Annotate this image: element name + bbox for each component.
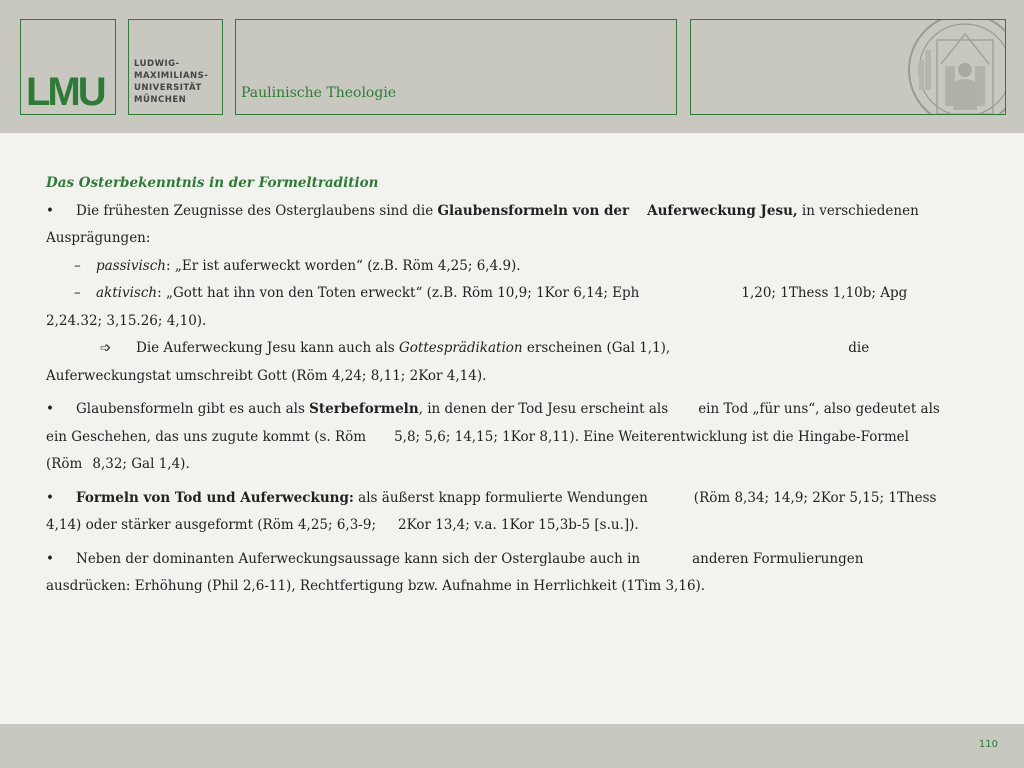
title-box [235, 19, 677, 115]
text: anderen Formulierungen [692, 550, 864, 567]
text: : „Er ist auferweckt worden“ (z.B. Röm 4,25; 6,4.9). [166, 257, 521, 274]
slide-footer [0, 724, 1024, 768]
text: ausdrücken: Erhöhung (Phil 2,6-11), Rechtfertigung bzw. Aufnahme in Herrlichkeit (1Tim 3,16). [46, 578, 706, 594]
arrow-right-icon: ➩ [100, 340, 112, 356]
text: erscheinen (Gal 1,1), [522, 340, 671, 356]
text: 4,14) oder stärker ausgeformt (Röm 4,25; 6,3-9; [46, 517, 377, 533]
text: die [848, 340, 870, 356]
text: Die Auferweckung Jesu kann auch als [136, 340, 400, 356]
slide-title: Paulinische Theologie [241, 85, 397, 101]
text: , in denen der Tod Jesu erscheint als [418, 401, 669, 417]
text: als äußerst knapp formulierte Wendungen [353, 489, 648, 506]
text: 1,20; 1Thess 1,10b; Apg [741, 285, 908, 301]
university-name [134, 58, 208, 106]
lmu-logo: LMU [26, 70, 104, 114]
text: 2Kor 13,4; v.a. 1Kor 15,3b-5 [s.u.]). [398, 517, 639, 533]
text: Neben der dominanten Auferweckungsaussage kann sich der Osterglaube auch in [76, 550, 641, 567]
bullet-icon: • [46, 550, 54, 567]
bullet-weitere-formulierungen [46, 546, 966, 601]
text: : „Gott hat ihn von den Toten erweckt“ (z.B. Röm 10,9; 1Kor 6,14; Eph [157, 285, 640, 301]
bullet-icon: • [46, 489, 54, 506]
bold-text: Sterbeformeln [309, 401, 419, 417]
arrow-gottespraedikation [46, 335, 966, 390]
text: Die frühesten Zeugnisse des Osterglaubens sind die [76, 202, 438, 219]
dash-icon: – [74, 257, 81, 274]
university-name-line: UNIVERSITÄT [134, 83, 202, 93]
text: Auferweckungstat umschreibt Gott (Röm 4,24; 8,11; 2Kor 4,14). [46, 367, 487, 384]
text: 2,24.32; 3,15.26; 4,10). [46, 312, 207, 329]
italic-text: aktivisch [96, 285, 158, 301]
dash-passivisch [46, 253, 966, 281]
university-name-line: MÜNCHEN [134, 95, 187, 105]
italic-text: Gottesprädikation [399, 340, 523, 356]
university-name-line: LUDWIG- [134, 59, 180, 69]
text: 8,32; Gal 1,4). [92, 456, 190, 472]
dash-icon: – [74, 285, 81, 301]
page-number: 110 [978, 739, 998, 750]
seal-box [690, 19, 1006, 115]
text: Glaubensformeln gibt es auch als [76, 401, 310, 417]
university-name-line: MAXIMILIANS- [134, 71, 209, 81]
slide-header [0, 0, 1024, 133]
university-name-box [128, 19, 223, 115]
text: ein Geschehen, das uns zugute kommt (s. Röm [46, 428, 367, 445]
text: ein Tod „für uns“, also gedeutet als [698, 401, 940, 417]
text: (Röm 8,34; 14,9; 2Kor 5,15; 1Thess [693, 489, 937, 506]
bold-text: Formeln von Tod und Auferweckung: [76, 489, 354, 506]
text: 5,8; 5,6; 14,15; 1Kor 8,11). Eine Weiterentwicklung ist die Hingabe-Formel [394, 428, 909, 445]
slide-content [46, 170, 966, 601]
bullet-sterbeformeln [46, 396, 966, 479]
dash-aktivisch [46, 280, 966, 335]
bold-text: Auferweckung Jesu, [647, 202, 798, 219]
lmu-logo-box [20, 19, 116, 115]
bullet-icon: • [46, 401, 54, 417]
italic-text: passivisch [96, 257, 166, 274]
section-heading: Das Osterbekenntnis in der Formeltradition [46, 175, 379, 191]
bullet-icon: • [46, 202, 54, 219]
text: Ausprägungen: [46, 230, 151, 246]
text: (Röm [46, 456, 83, 472]
bullet-tod-und-auferweckung [46, 485, 966, 540]
university-seal [895, 20, 1005, 114]
bullet-glaubensformeln [46, 198, 966, 253]
text: in verschiedenen [797, 202, 919, 219]
bold-text: Glaubensformeln von der [437, 202, 630, 219]
